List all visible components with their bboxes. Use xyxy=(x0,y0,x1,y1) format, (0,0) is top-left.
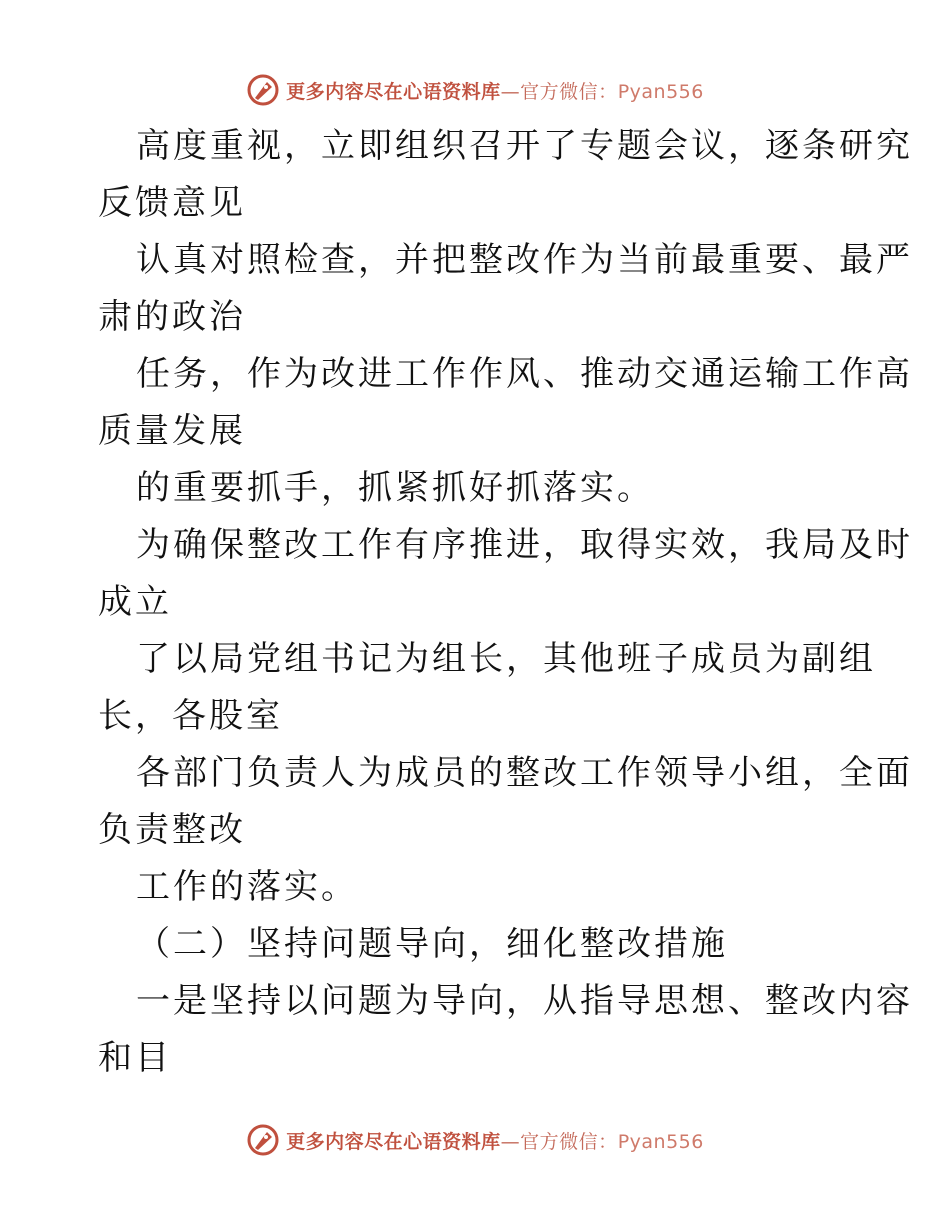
document-body xyxy=(98,118,913,1087)
body-line: 各部门负责人为成员的整改工作领导小组，全面 xyxy=(136,753,913,793)
header-separator: — xyxy=(500,80,521,103)
footer-banner-text xyxy=(286,1127,704,1154)
body-line: 高度重视，立即组织召开了专题会议，逐条研究 xyxy=(136,126,913,166)
body-line: 肃的政治 xyxy=(98,297,246,337)
body-line: 了以局党组书记为组长，其他班子成员为副组 xyxy=(136,639,876,679)
header-brand: 更多内容尽在心语资料库 xyxy=(286,80,501,103)
pen-nib-logo-icon xyxy=(246,73,280,107)
body-line: 的重要抓手，抓紧抓好抓落实。 xyxy=(136,468,654,508)
body-line: 质量发展 xyxy=(98,411,246,451)
body-line: 反馈意见 xyxy=(98,183,246,223)
footer-handle: Pyan556 xyxy=(617,1130,704,1153)
section-heading: （二）坚持问题导向，细化整改措施 xyxy=(136,924,728,964)
pen-nib-logo-icon xyxy=(246,1123,280,1157)
body-line: 一是坚持以问题为导向，从指导思想、整改内容 xyxy=(136,981,913,1021)
body-line: 成立 xyxy=(98,582,172,622)
body-line: 负责整改 xyxy=(98,810,246,850)
footer-brand: 更多内容尽在心语资料库 xyxy=(286,1130,501,1153)
body-line: 认真对照检查，并把整改作为当前最重要、最严 xyxy=(136,240,913,280)
footer-separator: — xyxy=(500,1130,521,1153)
footer-banner xyxy=(0,1120,950,1160)
body-line: 长，各股室 xyxy=(98,696,283,736)
body-line: 和目 xyxy=(98,1038,172,1078)
header-banner-text xyxy=(286,77,704,104)
header-suffix: 官方微信： xyxy=(520,80,618,103)
body-line: 工作的落实。 xyxy=(136,867,358,907)
body-line: 为确保整改工作有序推进，取得实效，我局及时 xyxy=(136,525,913,565)
header-banner xyxy=(0,70,950,110)
header-handle: Pyan556 xyxy=(617,80,704,103)
footer-suffix: 官方微信： xyxy=(520,1130,618,1153)
body-line: 任务，作为改进工作作风、推动交通运输工作高 xyxy=(136,354,913,394)
